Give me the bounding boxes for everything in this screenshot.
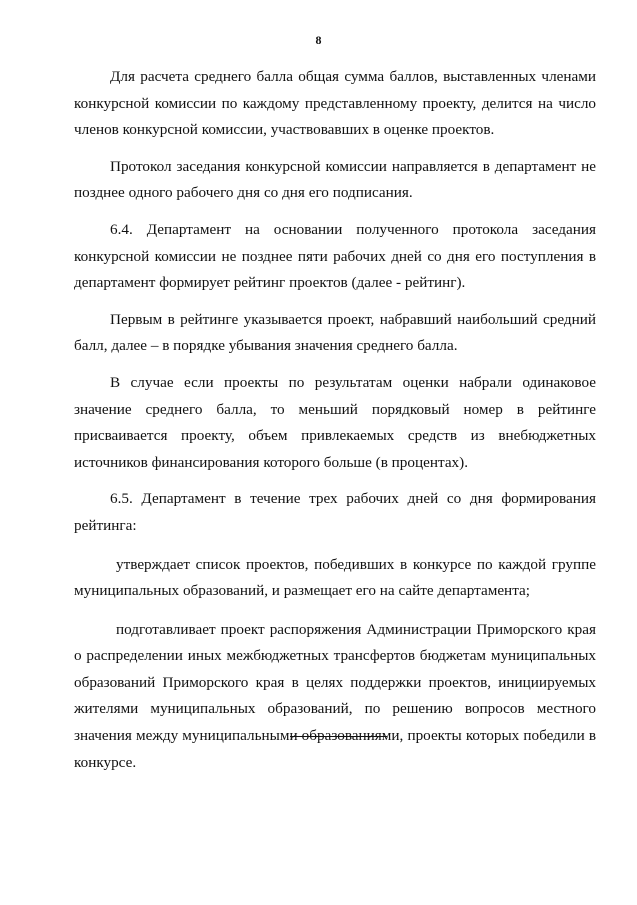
page-number: 8	[315, 33, 322, 47]
document-body	[74, 64, 596, 776]
paragraph-protocol: Протокол заседания конкурсной комиссии направляется в департамент не позднее одного рабочего дня со дня его подписания.	[74, 157, 596, 202]
paragraph-prepare-order: подготавливает проект распоряжения Администрации Приморского края о распределении иных межбюджетных трансфертов бюджетам муниципальных образований Приморского края в целях поддержки проектов, инициируемых жителями муниципальных образований, по решению вопросов местного значения между муниципальными образованиями, проекты которых победили в конкурсе.	[74, 620, 596, 771]
paragraph-section-6-5: 6.5. Департамент в течение трех рабочих дней со дня формирования рейтинга:	[74, 490, 596, 534]
paragraph-approve-list: утверждает список проектов, победивших в конкурсе по каждой группе муниципальных образований, и размещает его на сайте департамента;	[74, 555, 596, 600]
paragraph-section-6-4: 6.4. Департамент на основании полученного протокола заседания конкурсной комиссии не позднее пяти рабочих дней со дня его поступления в департамент формирует рейтинг проектов (далее - рейтинг).	[74, 220, 596, 292]
paragraph-average-score: Для расчета среднего балла общая сумма баллов, выставленных членами конкурсной комиссии по каждому представленному проекту, делится на число членов конкурсной комиссии, участвовавших в оценке проектов.	[74, 68, 596, 139]
paragraph-rating-order: Первым в рейтинге указывается проект, набравший наибольший средний балл, далее – в порядке убывания значения среднего балла.	[74, 310, 596, 355]
paragraph-equal-score: В случае если проекты по результатам оценки набрали одинаковое значение среднего балла, то меньший порядковый номер в рейтинге присваивается проекту, объем привлекаемых средств из внебюджетных источников финансирования которого больше (в процентах).	[74, 373, 596, 471]
end-of-document-rule	[290, 736, 387, 737]
